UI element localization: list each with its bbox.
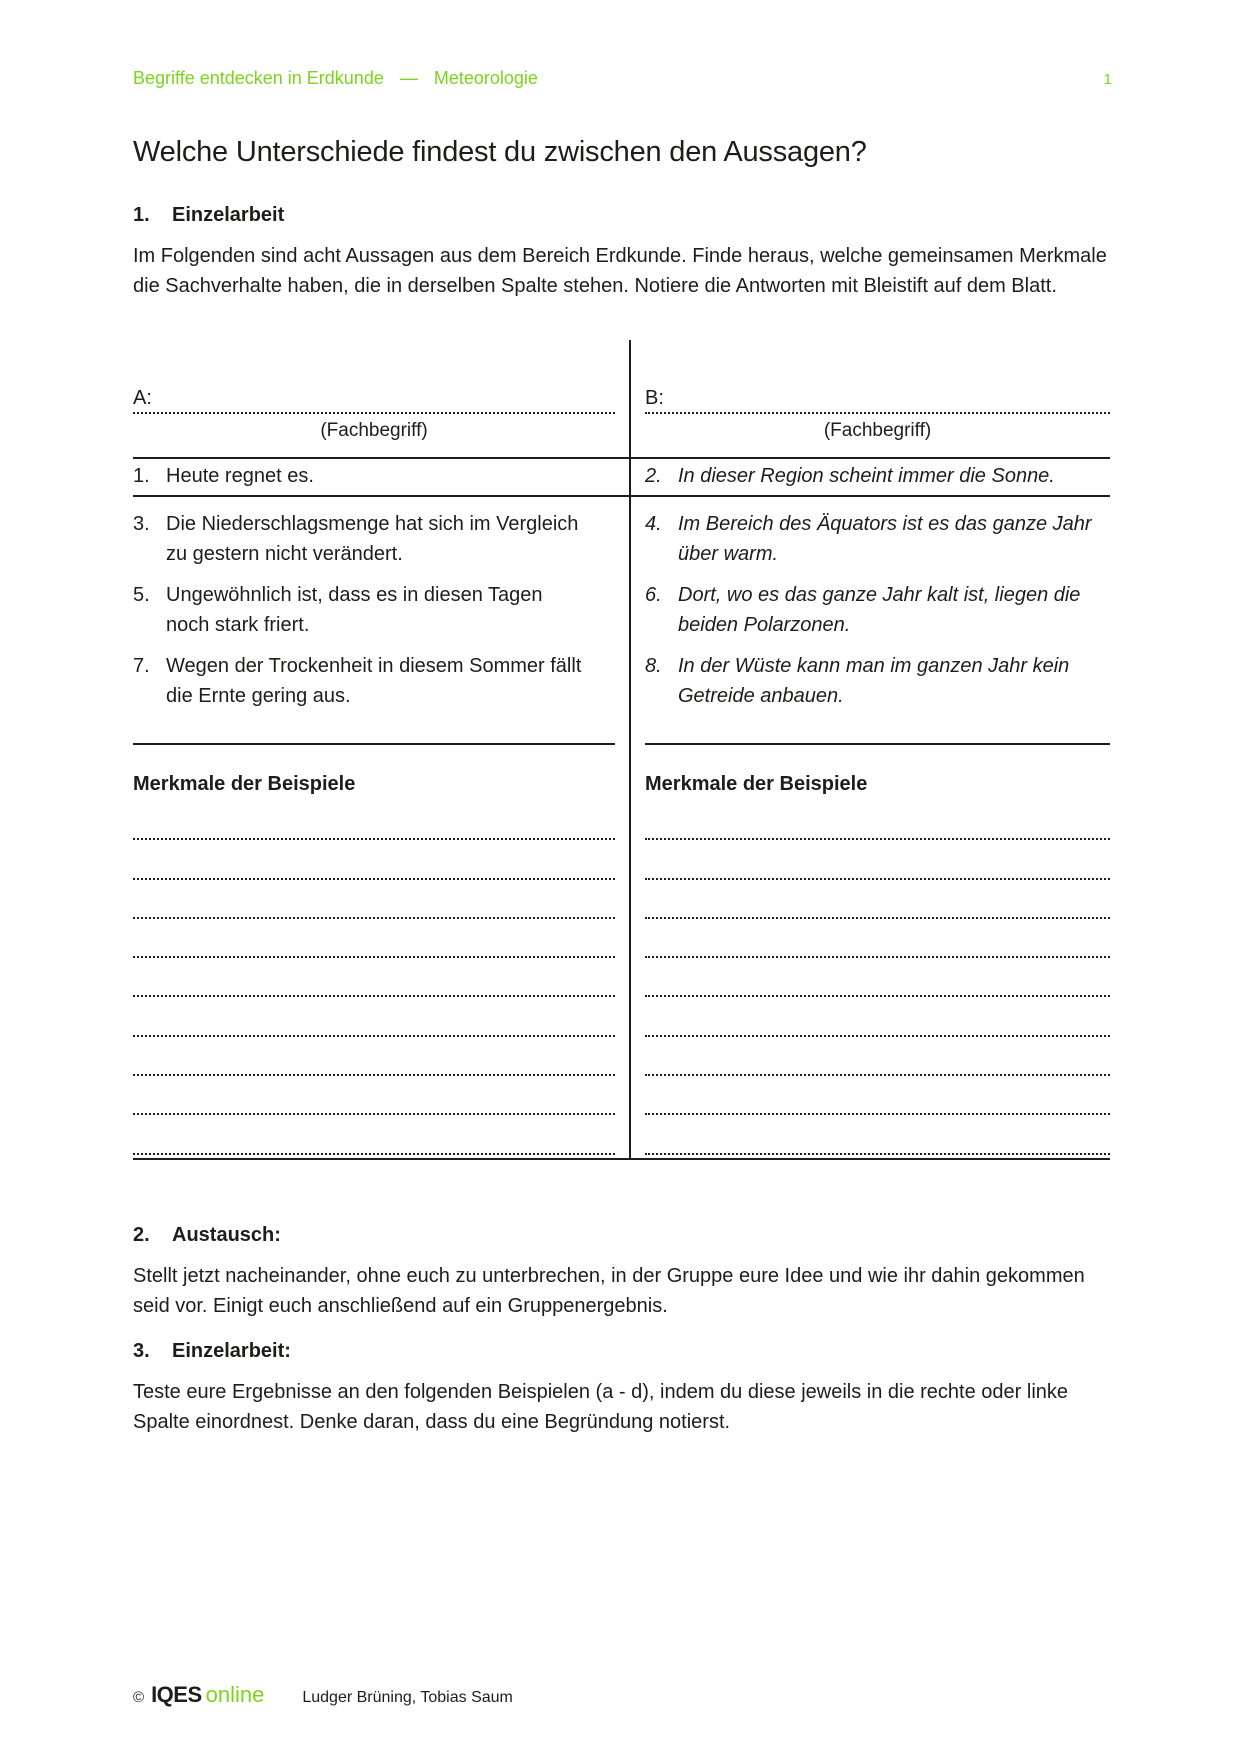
notes-heading-row	[133, 773, 1110, 801]
statement-number: 7.	[133, 655, 150, 677]
notes-heading-a: Merkmale der Beispiele	[133, 773, 356, 795]
task-2-number: 2.	[133, 1224, 150, 1246]
statement-text: In dieser Region scheint immer die Sonne.	[678, 465, 1055, 487]
writing-lines-b	[645, 801, 1110, 1155]
column-b-label: B:	[645, 387, 664, 409]
writing-line	[645, 801, 1110, 840]
statement-item	[133, 580, 615, 640]
statement-item	[133, 465, 615, 487]
writing-line	[133, 840, 615, 879]
writing-lines-a	[133, 801, 615, 1155]
writing-line	[645, 1115, 1110, 1154]
statement-number: 2.	[645, 465, 662, 487]
table-first-row	[133, 459, 1110, 495]
task-1	[133, 204, 1110, 301]
page-footer	[133, 1682, 513, 1708]
column-a-sublabel: (Fachbegriff)	[320, 420, 428, 441]
statement-text: In der Wüste kann man im ganzen Jahr kein Getreide anbauen.	[678, 655, 1070, 707]
writing-line	[645, 1037, 1110, 1076]
table-header-row	[133, 340, 1110, 457]
statement-item	[133, 651, 615, 711]
statement-text: Die Niederschlagsmenge hat sich im Vergleich zu gestern nicht verändert.	[166, 513, 579, 565]
statement-text: Ungewöhnlich ist, dass es in diesen Tagen noch stark friert.	[166, 584, 543, 636]
notes-rule-a	[133, 743, 615, 745]
page-title: Welche Unterschiede findest du zwischen den Aussagen?	[133, 136, 867, 168]
writing-line	[645, 880, 1110, 919]
table-items-row	[133, 497, 1110, 722]
brand-logo-online: online	[205, 1682, 265, 1707]
brand-logo-iqes: IQES	[151, 1682, 202, 1707]
writing-line	[645, 840, 1110, 879]
header-topic-right: Meteorologie	[433, 68, 538, 88]
notes-rule-row	[133, 743, 1110, 745]
page-number: 1	[1103, 71, 1112, 88]
writing-line	[133, 880, 615, 919]
writing-line	[133, 1037, 615, 1076]
footer-authors: Ludger Brüning, Tobias Saum	[302, 1689, 513, 1706]
task-1-heading	[133, 204, 1110, 227]
writing-line	[133, 1076, 615, 1115]
writing-line	[645, 1076, 1110, 1115]
statement-number: 4.	[645, 513, 662, 535]
statement-text: Wegen der Trockenheit in diesem Sommer fällt die Ernte gering aus.	[166, 655, 582, 707]
notes-heading-b: Merkmale der Beispiele	[645, 773, 868, 795]
statement-item	[645, 465, 1110, 487]
task-2-label: Austausch:	[172, 1224, 281, 1246]
statement-item	[645, 651, 1110, 711]
column-divider-line	[629, 340, 631, 1158]
statement-number: 3.	[133, 513, 150, 535]
writing-line	[133, 1115, 615, 1154]
statement-number: 6.	[645, 584, 662, 606]
task-3-body: Teste eure Ergebnisse an den folgenden Beispielen (a - d), indem du diese jeweils in die rechte oder linke Spalte einordnest. Denke daran, dass du eine Begründung notierst.	[133, 1381, 1069, 1433]
statement-item	[645, 509, 1110, 569]
task-2-heading	[133, 1224, 1110, 1247]
task-3	[133, 1340, 1110, 1437]
writing-line	[133, 919, 615, 958]
statement-text: Im Bereich des Äquators ist es das ganze Jahr über warm.	[678, 513, 1092, 565]
statement-cell	[645, 465, 1110, 487]
task-1-body: Im Folgenden sind acht Aussagen aus dem Bereich Erdkunde. Finde heraus, welche gemeinsamen Merkmale die Sachverhalte haben, die in derselben Spalte stehen. Notiere die Antworten mit Bleistift auf dem Blatt.	[133, 245, 1107, 297]
statement-cell	[133, 465, 615, 487]
statement-number: 1.	[133, 465, 150, 487]
statement-number: 8.	[645, 655, 662, 677]
header-topic	[133, 68, 538, 89]
writing-line	[645, 997, 1110, 1036]
writing-line	[645, 919, 1110, 958]
writing-line	[133, 958, 615, 997]
task-1-number: 1.	[133, 204, 150, 226]
page-header	[133, 68, 1112, 89]
statement-item	[133, 509, 615, 569]
task-3-number: 3.	[133, 1340, 150, 1362]
statement-text: Heute regnet es.	[166, 465, 314, 487]
notes-rule-b	[645, 743, 1110, 745]
column-b-label-line	[645, 376, 1110, 414]
task-2	[133, 1224, 1110, 1321]
statement-text: Dort, wo es das ganze Jahr kalt ist, liegen die beiden Polarzonen.	[678, 584, 1081, 636]
column-a-header	[133, 376, 615, 444]
column-b-sublabel: (Fachbegriff)	[823, 420, 932, 441]
statements-table	[133, 340, 1110, 1160]
header-dash: —	[399, 68, 418, 88]
statement-cell	[645, 509, 1110, 722]
column-a-label-line	[133, 376, 615, 414]
writing-lines-row	[133, 801, 1110, 1155]
statement-number: 5.	[133, 584, 150, 606]
writing-line	[133, 997, 615, 1036]
writing-line	[133, 801, 615, 840]
task-2-body: Stellt jetzt nacheinander, ohne euch zu unterbrechen, in der Gruppe eure Idee und wie ihr dahin gekommen seid vor. Einigt euch anschließend auf ein Gruppenergebnis.	[133, 1265, 1085, 1317]
task-1-label: Einzelarbeit	[172, 204, 285, 226]
task-3-label: Einzelarbeit:	[172, 1340, 291, 1362]
statement-cell	[133, 509, 615, 722]
column-a-label: A:	[133, 387, 152, 409]
statement-item	[645, 580, 1110, 640]
column-b-header	[645, 376, 1110, 444]
copyright-icon: ©	[133, 1689, 145, 1706]
writing-line	[645, 958, 1110, 997]
task-3-heading	[133, 1340, 1110, 1363]
header-topic-left: Begriffe entdecken in Erdkunde	[133, 68, 384, 88]
